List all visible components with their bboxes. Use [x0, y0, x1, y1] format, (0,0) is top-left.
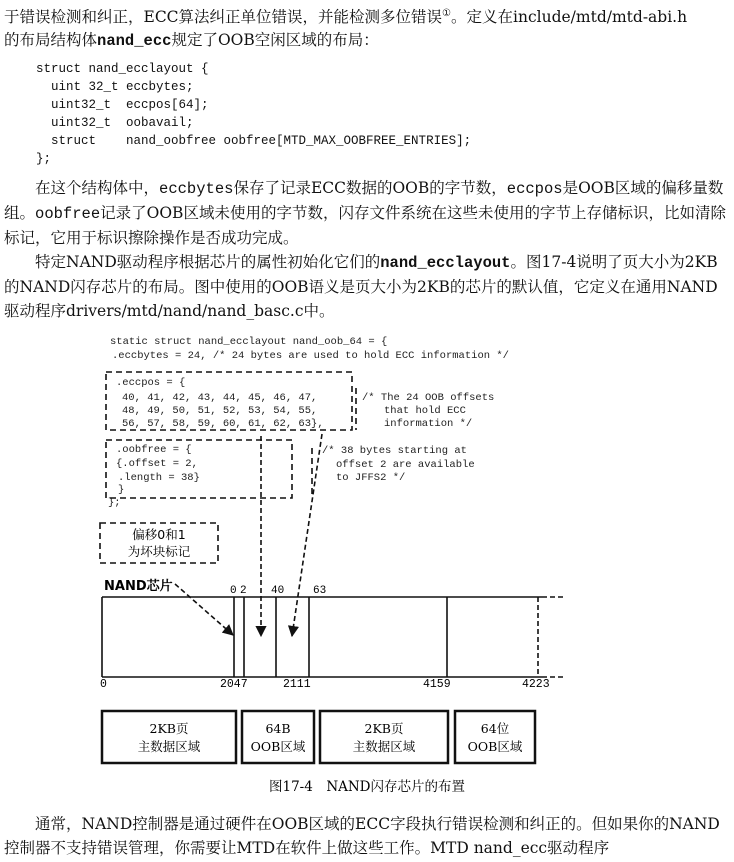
- fig-code-line: .eccbytes = 24, /* 24 bytes are used to hold ECC information */: [112, 350, 509, 362]
- arrow-to-bad-block: [175, 584, 233, 635]
- box-oob-1-line-2: OOB区域: [250, 739, 306, 754]
- box-oob-2-line-2: OOB区域: [467, 739, 523, 754]
- bad-block-note-line-2: 为坏块标记: [127, 544, 191, 559]
- fig-code-line: 48, 49, 50, 51, 52, 53, 54, 55,: [122, 405, 318, 417]
- top-tick: 40: [271, 585, 285, 597]
- box-oob-2: [455, 711, 535, 763]
- paragraph-3: [4, 812, 730, 860]
- intro-text: 于错误检测和纠正，ECC算法纠正单位错误，并能检测多位错误: [4, 8, 443, 27]
- fig-comment: /* The 24 OOB offsets: [362, 392, 495, 404]
- code-term-oobfree: oobfree: [35, 205, 101, 223]
- fig-comment: offset 2 are available: [336, 459, 475, 471]
- fig-code-line: .oobfree = {: [116, 444, 192, 456]
- top-tick: 63: [313, 585, 327, 597]
- bad-block-note-line-1: 偏移0和1: [132, 527, 186, 542]
- struct-name: nand_ecc: [97, 32, 172, 50]
- para-text: 在这个结构体中，: [35, 179, 160, 197]
- footnote-mark[interactable]: ①: [442, 8, 452, 19]
- arrow-eccpos: [292, 434, 322, 636]
- chip-label: NAND芯片: [104, 579, 173, 594]
- code-line: struct nand_oobfree oobfree[MTD_MAX_OOBFREE_ENTRIES];: [36, 134, 472, 148]
- box-main-data-2: [320, 711, 448, 763]
- code-line: uint32_t oobavail;: [36, 116, 194, 130]
- fig-comment: that hold ECC: [384, 405, 466, 417]
- fig-code-line: .eccpos = {: [116, 377, 186, 389]
- fig-comment: /* 38 bytes starting at: [322, 445, 467, 457]
- code-line: struct nand_ecclayout {: [36, 62, 209, 76]
- para-text: 。图17-4说明了页大小为2KB的NAND闪存芯片的布局。图中使用的OOB语义是页大小为2KB的芯片的默认值，它定义在通用NAND驱动程序drivers/mtd/nand/nand_basc.c中。: [4, 253, 718, 320]
- fig-code-line: static struct nand_ecclayout nand_oob_64 = {: [110, 336, 388, 348]
- bottom-tick: 0: [100, 678, 107, 691]
- fig-code-line: {.offset = 2,: [116, 458, 198, 470]
- box-oob-1: [242, 711, 314, 763]
- code-term-eccbytes: eccbytes: [159, 180, 234, 198]
- box-main-data-2-line-1: 2KB页: [364, 721, 404, 736]
- fig-comment: information */: [384, 418, 473, 430]
- top-tick: 0: [230, 585, 237, 597]
- para-text: 特定NAND驱动程序根据芯片的属性初始化它们的: [35, 253, 381, 271]
- bottom-tick: 2111: [283, 678, 311, 691]
- fig-code-line: 56, 57, 58, 59, 60, 61, 62, 63},: [122, 418, 324, 430]
- top-tick: 2: [240, 585, 247, 597]
- para-text: 保存了记录ECC数据的OOB的字节数，: [233, 179, 507, 197]
- box-oob-2-line-1: 64位: [480, 721, 510, 736]
- code-term-ecclayout: nand_ecclayout: [380, 254, 511, 272]
- bottom-tick: 2047: [220, 678, 248, 691]
- fig-code-line: .length = 38}: [118, 472, 200, 484]
- fig-code-line: };: [108, 497, 121, 509]
- intro-text-3: 的布局结构体: [4, 31, 98, 49]
- code-line: uint32_t eccpos[64];: [36, 98, 209, 112]
- fig-comment: to JFFS2 */: [336, 472, 406, 484]
- intro-text-4: 规定了OOB空闲区域的布局：: [171, 31, 379, 49]
- box-main-data-1-line-1: 2KB页: [149, 721, 189, 736]
- fig-code-line: }: [118, 484, 125, 496]
- box-main-data-1-line-2: 主数据区域: [137, 739, 201, 754]
- code-line: };: [36, 152, 52, 166]
- bottom-tick: 4223: [522, 678, 550, 691]
- fig-code-line: 40, 41, 42, 43, 44, 45, 46, 47,: [122, 392, 318, 404]
- box-oob-1-line-1: 64B: [265, 721, 291, 736]
- code-line: uint 32_t eccbytes;: [36, 80, 194, 94]
- para-text: 是OOB区域的偏移量数组。: [4, 179, 724, 222]
- para-text: 通常，NAND控制器是通过硬件在OOB区域的ECC字段执行错误检测和纠正的。但如果你的NAND控制器不支持错误管理，你需要让MTD在软件上做这些工作。MTD nand_ecc驱动程序: [4, 815, 720, 857]
- code-term-eccpos: eccpos: [506, 180, 563, 198]
- para-text: 记录了OOB区域未使用的字节数，闪存文件系统在这些未使用的字节上存储标识，比如清除标记，它用于标识擦除操作是否成功完成。: [4, 204, 726, 247]
- bottom-tick: 4159: [423, 678, 451, 691]
- intro-text-2: 。定义在include/mtd/mtd-abi.h: [451, 8, 688, 27]
- figure-caption: 图17-4 NAND闪存芯片的布置: [268, 779, 466, 795]
- box-main-data-2-line-2: 主数据区域: [352, 739, 416, 754]
- box-main-data-1: [102, 711, 236, 763]
